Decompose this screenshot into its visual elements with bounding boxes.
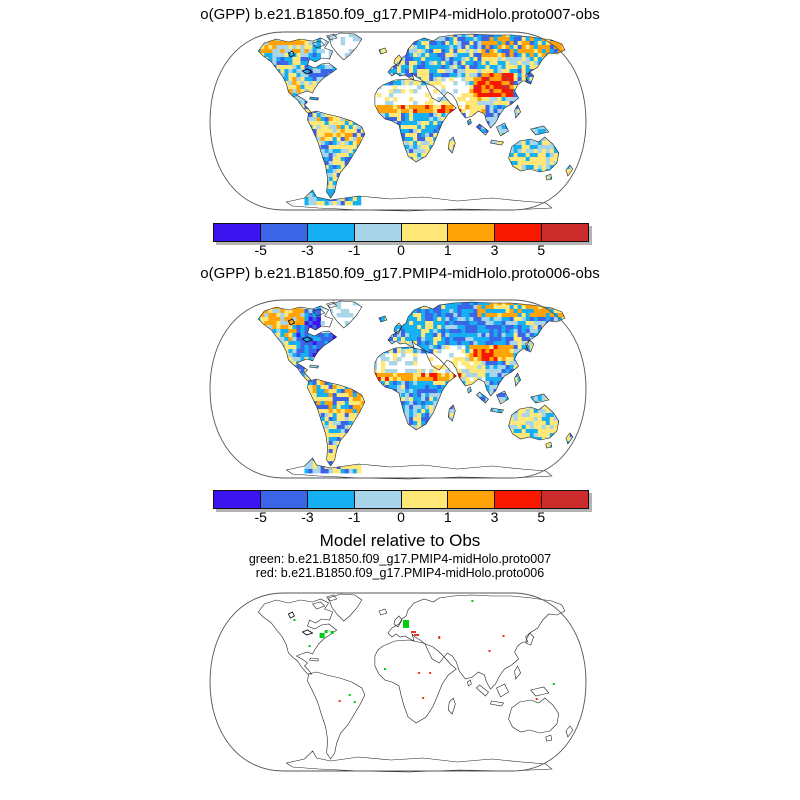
colorbar-tick-label: 3	[490, 509, 499, 525]
colorbar-tick-label: -1	[348, 242, 361, 258]
world-map-proto007-diff	[208, 29, 588, 213]
colorbar-tick-label: 5	[537, 242, 546, 258]
colorbar-tick-label: -3	[301, 509, 314, 525]
panel3-title: Model relative to Obs	[319, 531, 481, 550]
colorbar-segment	[307, 224, 354, 241]
colorbar-proto007-ticks	[214, 242, 588, 258]
panel3-subtitle-red: red: b.e21.B1850.f09_g17.PMIP4-midHolo.proto006	[255, 566, 545, 580]
colorbar-segment	[494, 224, 541, 241]
colorbar-tick-label: -5	[254, 242, 267, 258]
colorbar-segment	[494, 491, 541, 508]
colorbar-segment	[447, 491, 494, 508]
colorbar-segment	[214, 224, 260, 241]
colorbar-segment	[401, 491, 448, 508]
coastlines	[258, 594, 573, 772]
map-border	[210, 593, 586, 771]
colorbar-tick-label: 5	[537, 509, 546, 525]
colorbar-proto006	[213, 490, 589, 509]
colorbar-proto006-ticks	[214, 509, 588, 525]
colorbar-tick-label: -1	[348, 509, 361, 525]
colorbar-segment	[354, 224, 401, 241]
colorbar-segment	[447, 224, 494, 241]
colorbar-segment	[354, 491, 401, 508]
panel2-title: o(GPP) b.e21.B1850.f09_g17.PMIP4-midHolo.proto006-obs	[200, 265, 600, 282]
colorbar-segment	[260, 491, 307, 508]
colorbar-tick-label: 1	[443, 242, 452, 258]
colorbar-segment	[307, 491, 354, 508]
colorbar-proto007	[213, 223, 589, 242]
colorbar-tick-label: 1	[443, 509, 452, 525]
agreement-markers	[293, 600, 554, 703]
colorbar-segment	[541, 491, 588, 508]
colorbar-tick-label: -3	[301, 242, 314, 258]
colorbar-tick-label: 0	[397, 509, 405, 525]
colorbar-segment	[260, 224, 307, 241]
panel1-title: o(GPP) b.e21.B1850.f09_g17.PMIP4-midHolo.proto007-obs	[200, 6, 600, 23]
colorbar-tick-label: 3	[490, 242, 499, 258]
colorbar-segment	[541, 224, 588, 241]
colorbar-segment	[214, 491, 260, 508]
colorbar-tick-label: -5	[254, 509, 267, 525]
panel3-subtitle-green: green: b.e21.B1850.f09_g17.PMIP4-midHolo.proto007	[248, 552, 552, 566]
world-map-proto006-diff	[208, 297, 588, 481]
colorbar-tick-label: 0	[397, 242, 405, 258]
colorbar-segment	[401, 224, 448, 241]
world-map-model-vs-obs	[208, 590, 588, 774]
